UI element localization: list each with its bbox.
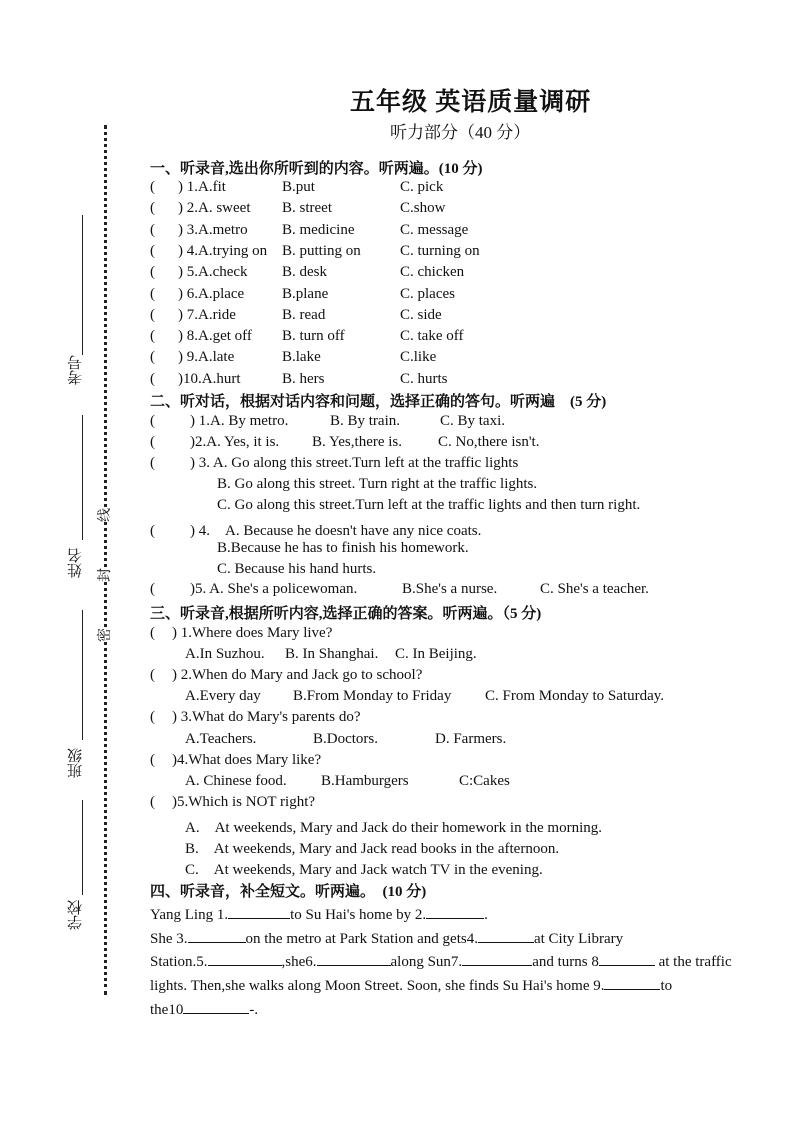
blank-10[interactable] bbox=[183, 999, 249, 1014]
option-b: B. desk bbox=[282, 264, 327, 281]
s4-line5: the10 -. bbox=[150, 999, 258, 1019]
kaohao-underline bbox=[82, 215, 83, 355]
answer-paren[interactable]: ( bbox=[150, 370, 155, 387]
s3-q5-b: B. At weekends, Mary and Jack read books in the afternoon. bbox=[185, 841, 560, 857]
option-c: C.like bbox=[400, 349, 437, 366]
option-a: )10.A.hurt bbox=[178, 370, 241, 387]
binding-char-feng: 封 bbox=[94, 568, 114, 582]
blank-3[interactable] bbox=[188, 928, 246, 943]
section1-item bbox=[150, 179, 443, 196]
section1-item bbox=[150, 264, 464, 281]
blank-4[interactable] bbox=[478, 928, 534, 943]
option-a: ) 7.A.ride bbox=[178, 306, 236, 323]
s3-q2-options: A.Every day B.From Monday to Friday C. From Monday to Saturday. bbox=[185, 688, 665, 704]
option-a: ) 4.A.trying on bbox=[178, 242, 268, 259]
option-b: B. read bbox=[282, 306, 326, 323]
answer-paren[interactable]: ( bbox=[150, 581, 155, 597]
answer-paren[interactable]: ( bbox=[150, 242, 155, 259]
option-b: B. hers bbox=[282, 370, 325, 387]
section1-item bbox=[150, 349, 436, 366]
s2-q3-a: ( ) 3. A. Go along this street.Turn left at the traffic lights bbox=[150, 455, 519, 471]
answer-paren[interactable]: ( bbox=[150, 523, 155, 539]
option-a: ) 8.A.get off bbox=[178, 328, 252, 345]
answer-paren[interactable]: ( bbox=[150, 328, 155, 345]
section1-item bbox=[150, 243, 480, 260]
answer-paren[interactable]: ( bbox=[150, 434, 155, 450]
section1-item bbox=[150, 371, 448, 388]
s2-q4-b: B.Because he has to finish his homework. bbox=[217, 540, 469, 556]
section1-item bbox=[150, 328, 463, 345]
option-c: C.show bbox=[400, 200, 446, 217]
xuexiao-label: 学校 bbox=[66, 900, 84, 930]
option-c: C. pick bbox=[400, 179, 444, 195]
option-c: C. turning on bbox=[400, 242, 480, 259]
s3-q5-c: C. At weekends, Mary and Jack watch TV in the evening. bbox=[185, 862, 543, 878]
answer-paren[interactable]: ( bbox=[150, 285, 155, 302]
option-a: ) 5.A.check bbox=[178, 264, 248, 281]
s3-q5-a: A. At weekends, Mary and Jack do their homework in the morning. bbox=[185, 820, 602, 836]
xingming-underline bbox=[82, 415, 83, 540]
s3-q3: ( ) 3.What do Mary's parents do? bbox=[150, 709, 361, 725]
kaohao-label: 考号 bbox=[66, 355, 84, 385]
page-subtitle: 听力部分（40 分） bbox=[390, 123, 531, 142]
option-c: C. side bbox=[400, 306, 442, 323]
option-b: B. street bbox=[282, 200, 332, 217]
banji-underline bbox=[82, 610, 83, 740]
s2-q2: ( )2.A. Yes, it is. B. Yes,there is. C. No,there isn't. bbox=[150, 434, 540, 450]
s4-line1: Yang Ling 1. to Su Hai's home by 2. . bbox=[150, 904, 488, 924]
blank-7[interactable] bbox=[462, 951, 532, 966]
answer-paren[interactable]: ( bbox=[150, 752, 155, 768]
binding-char-mi: 密 bbox=[94, 628, 114, 642]
s2-q4-c: C. Because his hand hurts. bbox=[217, 561, 377, 577]
xuexiao-underline bbox=[82, 800, 83, 895]
section3-heading: 三、听录音,根据所听内容,选择正确的答案。听两遍。（5 分) bbox=[150, 606, 542, 622]
s2-q1: ( ) 1.A. By metro. B. By train. C. By taxi. bbox=[150, 413, 506, 429]
option-c: C. places bbox=[400, 285, 455, 302]
option-b: B.put bbox=[282, 179, 315, 195]
option-a: ) 3.A.metro bbox=[178, 221, 248, 238]
section4-heading: 四、听录音，补全短文。听两遍。 (10 分) bbox=[150, 884, 427, 900]
option-c: C. take off bbox=[400, 328, 464, 345]
answer-paren[interactable]: ( bbox=[150, 200, 155, 217]
option-a: ) 9.A.late bbox=[178, 349, 235, 366]
binding-dotted-line bbox=[104, 125, 107, 995]
option-b: B. turn off bbox=[282, 328, 345, 345]
section1-item bbox=[150, 222, 468, 239]
answer-paren[interactable]: ( bbox=[150, 306, 155, 323]
option-b: B.lake bbox=[282, 349, 321, 366]
answer-paren[interactable]: ( bbox=[150, 413, 155, 429]
s2-q3-b: B. Go along this street. Turn right at the traffic lights. bbox=[217, 476, 538, 492]
binding-char-xian: 线 bbox=[94, 508, 114, 522]
answer-paren[interactable]: ( bbox=[150, 349, 155, 366]
answer-paren[interactable]: ( bbox=[150, 179, 155, 195]
page-title: 五年级 英语质量调研 bbox=[350, 89, 592, 116]
s4-line2: She 3. on the metro at Park Station and gets4. at City Library bbox=[150, 928, 623, 948]
s3-q1: ( ) 1.Where does Mary live? bbox=[150, 625, 333, 641]
xingming-label: 姓名 bbox=[66, 548, 84, 578]
answer-paren[interactable]: ( bbox=[150, 221, 155, 238]
answer-paren[interactable]: ( bbox=[150, 264, 155, 281]
option-a: ) 6.A.place bbox=[178, 285, 245, 302]
s3-q5: ( )5.Which is NOT right? bbox=[150, 794, 316, 810]
option-b: B.plane bbox=[282, 285, 329, 302]
answer-paren[interactable]: ( bbox=[150, 667, 155, 683]
blank-2[interactable] bbox=[426, 904, 484, 919]
section1-heading: 一、听录音,选出你所听到的内容。听两遍。(10 分) bbox=[150, 161, 483, 177]
section1-item bbox=[150, 200, 445, 217]
option-a: ) 2.A. sweet bbox=[178, 200, 251, 217]
answer-paren[interactable]: ( bbox=[150, 455, 155, 471]
option-c: C. chicken bbox=[400, 264, 465, 281]
section1-item bbox=[150, 286, 455, 303]
answer-paren[interactable]: ( bbox=[150, 709, 155, 725]
option-c: C. message bbox=[400, 221, 469, 238]
s3-q3-options: A.Teachers. B.Doctors. D. Farmers. bbox=[185, 731, 507, 747]
option-b: B. medicine bbox=[282, 221, 355, 238]
answer-paren[interactable]: ( bbox=[150, 625, 155, 641]
option-a: ) 1.A.fit bbox=[178, 179, 226, 195]
s2-q4-a: ( ) 4. A. Because he doesn't have any nice coats. bbox=[150, 523, 482, 539]
section1-item bbox=[150, 307, 442, 324]
section2-heading: 二、听对话，根据对话内容和问题，选择正确的答句。听两遍 (5 分) bbox=[150, 394, 607, 410]
s3-q2: ( ) 2.When do Mary and Jack go to school? bbox=[150, 667, 423, 683]
s4-line4: lights. Then,she walks along Moon Street. Soon, she finds Su Hai's home 9. to bbox=[150, 975, 672, 995]
s3-q4-options: A. Chinese food. B.Hamburgers C:Cakes bbox=[185, 773, 510, 789]
s4-line3: Station.5. ,she6. along Sun7. and turns 8 at the traffic bbox=[150, 951, 732, 971]
blank-1[interactable] bbox=[228, 904, 290, 919]
blank-8[interactable] bbox=[599, 951, 655, 966]
option-b: B. putting on bbox=[282, 242, 361, 259]
blank-9[interactable] bbox=[604, 975, 660, 990]
s2-q3-c: C. Go along this street.Turn left at the traffic lights and then turn right. bbox=[217, 497, 641, 513]
blank-5[interactable] bbox=[208, 951, 282, 966]
option-c: C. hurts bbox=[400, 370, 448, 387]
blank-6[interactable] bbox=[317, 951, 391, 966]
s3-q4: ( )4.What does Mary like? bbox=[150, 752, 322, 768]
answer-paren[interactable]: ( bbox=[150, 794, 155, 810]
s2-q5: ( )5. A. She's a policewoman. B.She's a nurse. C. She's a teacher. bbox=[150, 581, 649, 597]
s3-q1-options: A.In Suzhou. B. In Shanghai. C. In Beijing. bbox=[185, 646, 477, 662]
banji-label: 班级 bbox=[66, 748, 84, 778]
